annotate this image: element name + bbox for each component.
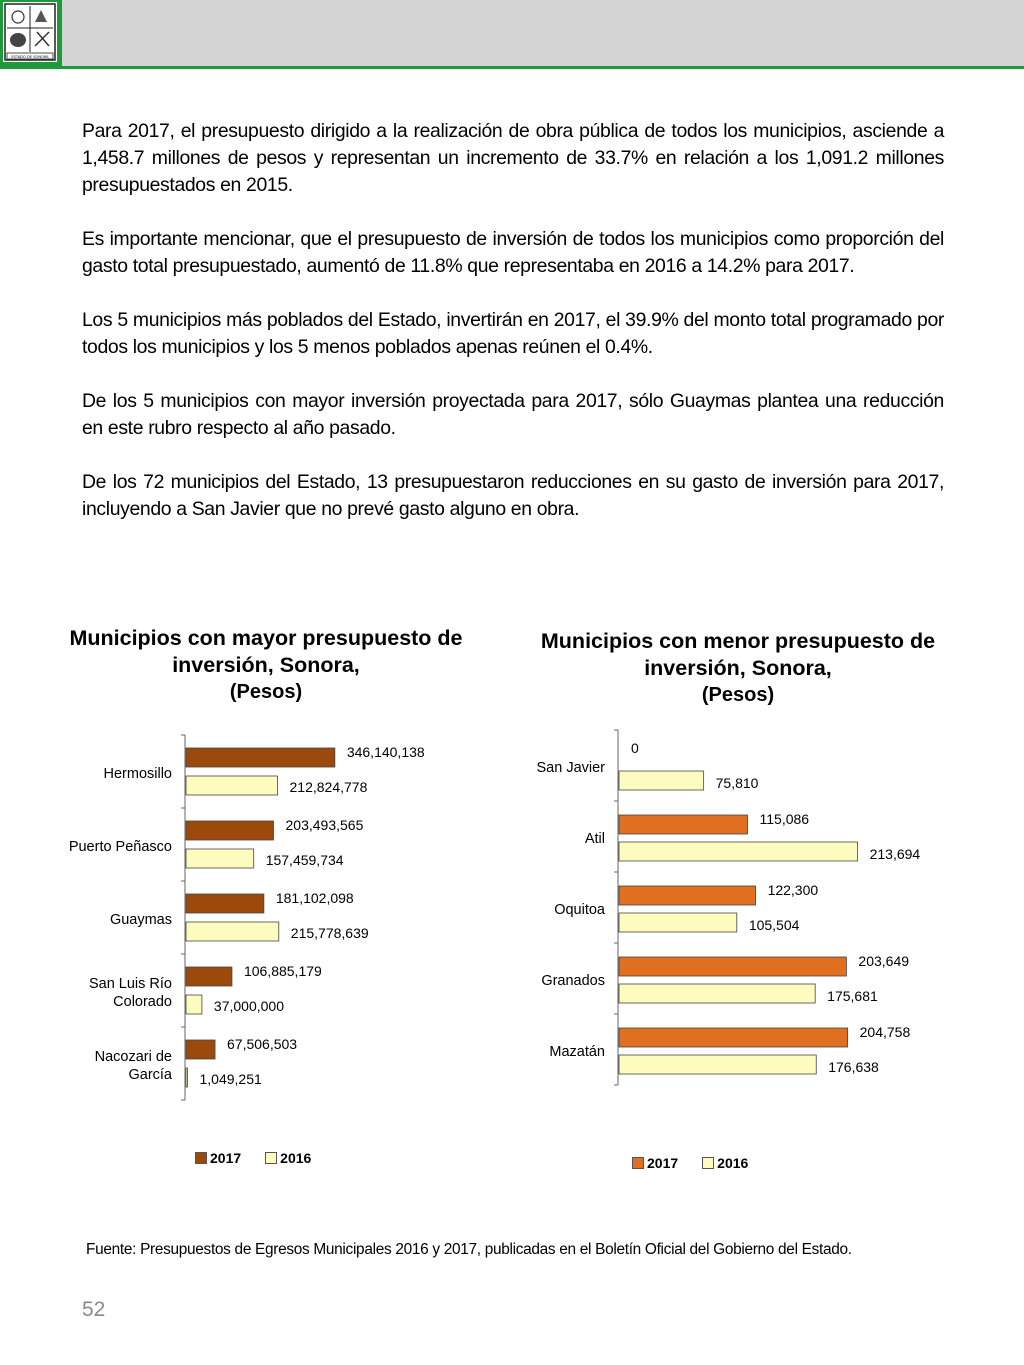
value-label-2017-atil: 115,086 <box>759 811 810 827</box>
bar-2016-oquitoa <box>619 913 737 932</box>
chart-unit-smallest: (Pesos) <box>701 684 775 706</box>
value-label-2016-oquitoa: 105,504 <box>748 917 800 933</box>
bar-2016-mazatan <box>619 1055 816 1074</box>
legend-label-2017: 2017 <box>210 1150 242 1166</box>
category-label-guaymas: Guaymas <box>109 912 172 928</box>
legend-swatch-2016 <box>702 1157 714 1169</box>
bar-2016-hermosillo <box>186 776 278 795</box>
bar-2017-hermosillo <box>186 748 335 767</box>
state-seal-icon <box>3 2 57 62</box>
value-label-2016-san-luis-rio-colorado: 37,000,000 <box>213 998 284 1014</box>
bar-2017-san-luis-rio-colorado <box>186 967 232 986</box>
legend-swatch-2017 <box>195 1152 207 1164</box>
value-label-2016-granados: 175,681 <box>827 988 878 1004</box>
legend-swatch-2017 <box>632 1157 644 1169</box>
legend-item-2016 <box>702 1155 748 1171</box>
category-label-mazatan: Mazatán <box>549 1044 605 1060</box>
chart-title-smallest <box>528 628 948 709</box>
bar-chart-smallest <box>500 730 950 1110</box>
page-number: 52 <box>82 1298 106 1321</box>
category-label-hermosillo: Hermosillo <box>103 766 172 782</box>
bar-2016-atil <box>619 842 858 861</box>
legend-swatch-2016 <box>265 1152 277 1164</box>
value-label-2016-nacozari-de-garcia: 1,049,251 <box>199 1071 262 1087</box>
value-label-2017-hermosillo: 346,140,138 <box>346 744 425 760</box>
paragraph-1: Para 2017, el presupuesto dirigido a la realización de obra pública de todos los municipios, asciende a 1,458.7 millones de pesos y representan un incremento de 33.7% en relación a los 1,091.2 millones presupuestados en 2015. <box>82 120 944 196</box>
category-label-puerto-penasco: Puerto Peñasco <box>68 839 172 855</box>
source-note: Fuente: Presupuestos de Egresos Municipales 2016 y 2017, publicadas en el Boletín Oficial del Gobierno del Estado. <box>86 1241 852 1258</box>
bar-2016-san-luis-rio-colorado <box>186 995 202 1014</box>
value-label-2017-guaymas: 181,102,098 <box>275 890 354 906</box>
paragraph-2: Es importante mencionar, que el presupuesto de inversión de todos los municipios como proporción del gasto total presupuestado, aumentó de 11.8% que representaba en 2016 a 14.2% para 2017. <box>82 228 944 277</box>
value-label-2016-atil: 213,694 <box>869 846 921 862</box>
value-label-2017-san-javier: 0 <box>631 740 639 756</box>
category-label-atil: Atil <box>584 831 605 847</box>
category-label-oquitoa: Oquitoa <box>554 902 605 918</box>
bar-chart-largest <box>0 730 480 1110</box>
category-label-nacozari-de-garcia: Nacozari de García <box>94 1049 172 1083</box>
chart-unit-largest: (Pesos) <box>229 681 303 703</box>
logo-frame <box>0 0 62 66</box>
bar-2016-nacozari-de-garcia <box>186 1068 188 1087</box>
chart-title-smallest-text: Municipios con menor presupuesto de inversión, Sonora, <box>540 629 936 680</box>
category-label-granados: Granados <box>541 973 605 989</box>
legend-item-2017 <box>632 1155 678 1171</box>
bar-2017-puerto-penasco <box>186 821 274 840</box>
bar-2017-guaymas <box>186 894 264 913</box>
header-bar <box>0 0 1024 69</box>
legend-item-2016 <box>265 1150 311 1166</box>
value-label-2016-san-javier: 75,810 <box>715 775 759 791</box>
chart-title-largest <box>56 625 476 706</box>
body-text <box>82 118 944 550</box>
bar-2016-puerto-penasco <box>186 849 254 868</box>
bar-2016-guaymas <box>186 922 279 941</box>
category-label-san-luis-rio-colorado: San Luis Río Colorado <box>88 976 172 1010</box>
bar-2016-san-javier <box>619 771 704 790</box>
bar-2017-oquitoa <box>619 886 756 905</box>
value-label-2017-granados: 203,649 <box>858 953 910 969</box>
value-label-2017-mazatan: 204,758 <box>859 1024 911 1040</box>
legend-label-2016: 2016 <box>280 1150 312 1166</box>
value-label-2016-guaymas: 215,778,639 <box>290 925 369 941</box>
paragraph-4: De los 5 municipios con mayor inversión proyectada para 2017, sólo Guaymas plantea una reducción en este rubro respecto al año pasado. <box>82 390 944 439</box>
bar-2017-nacozari-de-garcia <box>186 1040 215 1059</box>
value-label-2017-nacozari-de-garcia: 67,506,503 <box>227 1036 298 1052</box>
category-label-san-javier: San Javier <box>536 760 605 776</box>
value-label-2016-puerto-penasco: 157,459,734 <box>265 852 344 868</box>
bar-2017-mazatan <box>619 1028 848 1047</box>
legend-label-2016: 2016 <box>717 1155 749 1171</box>
value-label-2017-puerto-penasco: 203,493,565 <box>285 817 364 833</box>
bar-2017-atil <box>619 815 748 834</box>
paragraph-3: Los 5 municipios más poblados del Estado, invertirán en 2017, el 39.9% del monto total programado por todos los municipios y los 5 menos poblados apenas reúnen el 0.4%. <box>82 309 944 358</box>
legend-largest <box>195 1150 335 1166</box>
paragraph-5: De los 72 municipios del Estado, 13 presupuestaron reducciones en su gasto de inversión para 2017, incluyendo a San Javier que no prevé gasto alguno en obra. <box>82 471 944 520</box>
bar-2016-granados <box>619 984 815 1003</box>
bar-2017-granados <box>619 957 846 976</box>
legend-label-2017: 2017 <box>647 1155 679 1171</box>
logo-caption: ESTADO DE SONORA <box>11 55 49 59</box>
legend-item-2017 <box>195 1150 241 1166</box>
value-label-2016-mazatan: 176,638 <box>828 1059 879 1075</box>
value-label-2017-oquitoa: 122,300 <box>767 882 819 898</box>
value-label-2016-hermosillo: 212,824,778 <box>289 779 368 795</box>
value-label-2017-san-luis-rio-colorado: 106,885,179 <box>243 963 322 979</box>
chart-title-largest-text: Municipios con mayor presupuesto de inversión, Sonora, <box>69 626 463 677</box>
legend-smallest <box>632 1155 772 1171</box>
